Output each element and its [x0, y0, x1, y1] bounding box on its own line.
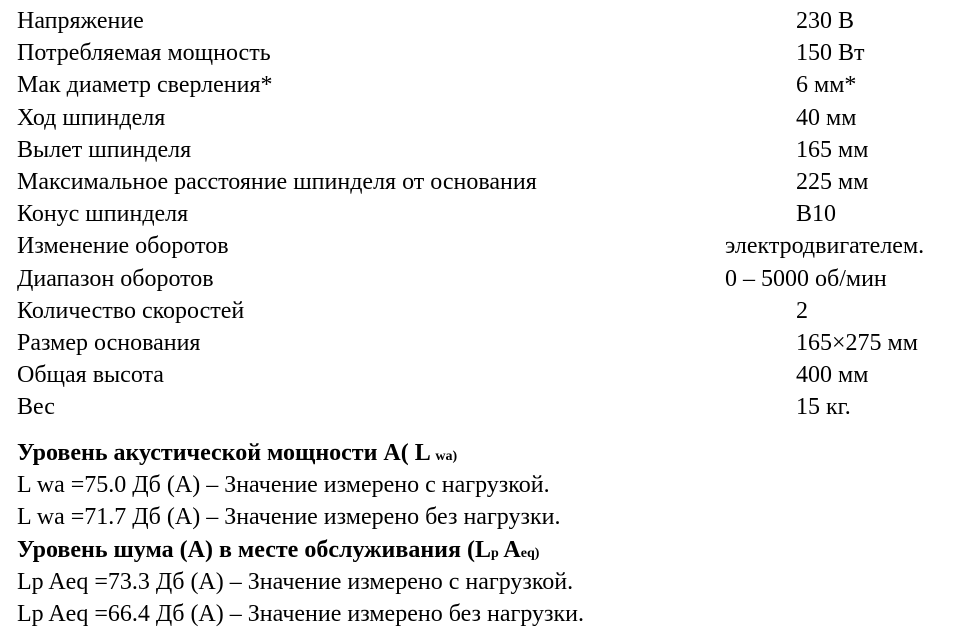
spec-label: Напряжение: [17, 8, 144, 34]
spec-label: Диапазон оборотов: [17, 265, 214, 292]
spec-value: 400 мм: [796, 362, 869, 389]
spec-label: Вес: [17, 394, 55, 421]
acoustic-power-heading: [17, 437, 972, 469]
spec-table: [17, 5, 972, 423]
acoustic-line-loaded: L wa =75.0 Дб (А) – Значение измерено с нагрузкой.: [17, 472, 550, 499]
spec-label: Изменение оборотов: [17, 233, 229, 260]
spec-label: Потребляемая мощность: [17, 40, 271, 67]
spec-label: Максимальное расстояние шпинделя от основания: [17, 168, 537, 195]
spec-value: 2: [796, 297, 808, 324]
noise-section: [17, 437, 972, 630]
noise-line-loaded: Lp Aeq =73.3 Дб (А) – Значение измерено с нагрузкой.: [17, 568, 574, 595]
noise-heading-subscript-eq: eq): [520, 545, 540, 561]
spec-row-weight: [17, 391, 972, 423]
spec-value: 150 Вт: [796, 40, 865, 67]
spec-label: Мак диаметр сверления*: [17, 72, 273, 99]
acoustic-line-unloaded: L wa =71.7 Дб (А) – Значение измерено без нагрузки.: [17, 504, 561, 531]
spec-row-spindle-reach: [17, 134, 972, 166]
noise-level-heading: [17, 534, 972, 566]
spec-row-base-size: [17, 327, 972, 359]
spec-label: Общая высота: [17, 362, 164, 389]
spec-label: Ход шпинделя: [17, 104, 166, 131]
spec-value: 230 В: [796, 8, 855, 34]
spec-row-voltage: [17, 5, 972, 37]
acoustic-heading-subscript: wa): [435, 449, 458, 464]
spec-row-height: [17, 359, 972, 391]
spec-row-spindle-taper: [17, 198, 972, 230]
noise-heading-subscript-p: p: [490, 545, 499, 561]
spec-value: 0 – 5000 об/мин: [725, 265, 887, 292]
spec-row-drill-diameter: [17, 69, 972, 101]
spec-value: 225 мм: [796, 168, 869, 195]
spec-value: 165×275 мм: [796, 329, 918, 356]
spec-label: Размер основания: [17, 329, 201, 356]
noise-line-unloaded: Lp Aeq =66.4 Дб (А) – Значение измерено без нагрузки.: [17, 600, 585, 627]
spec-value: 165 мм: [796, 136, 869, 163]
noise-heading-mid: A: [498, 536, 521, 563]
spec-value: электродвигателем.: [725, 233, 925, 260]
spec-row-speed-range: [17, 263, 972, 295]
spec-label: Вылет шпинделя: [17, 136, 192, 163]
spec-row-speed-count: [17, 295, 972, 327]
noise-heading-text: Уровень шума (А) в месте обслуживания (L: [17, 536, 491, 563]
acoustic-heading-text: Уровень акустической мощности A( L: [17, 440, 430, 466]
spec-row-spindle-travel: [17, 102, 972, 134]
spec-value: B10: [796, 201, 837, 228]
spec-row-speed-change: [17, 230, 972, 262]
spec-value: 15 кг.: [796, 394, 851, 421]
spec-value: 6 мм*: [796, 72, 857, 99]
spec-row-power: [17, 37, 972, 69]
spec-row-max-distance: [17, 166, 972, 198]
spec-label: Количество скоростей: [17, 297, 245, 324]
spec-label: Конус шпинделя: [17, 201, 189, 228]
spec-value: 40 мм: [796, 104, 857, 131]
